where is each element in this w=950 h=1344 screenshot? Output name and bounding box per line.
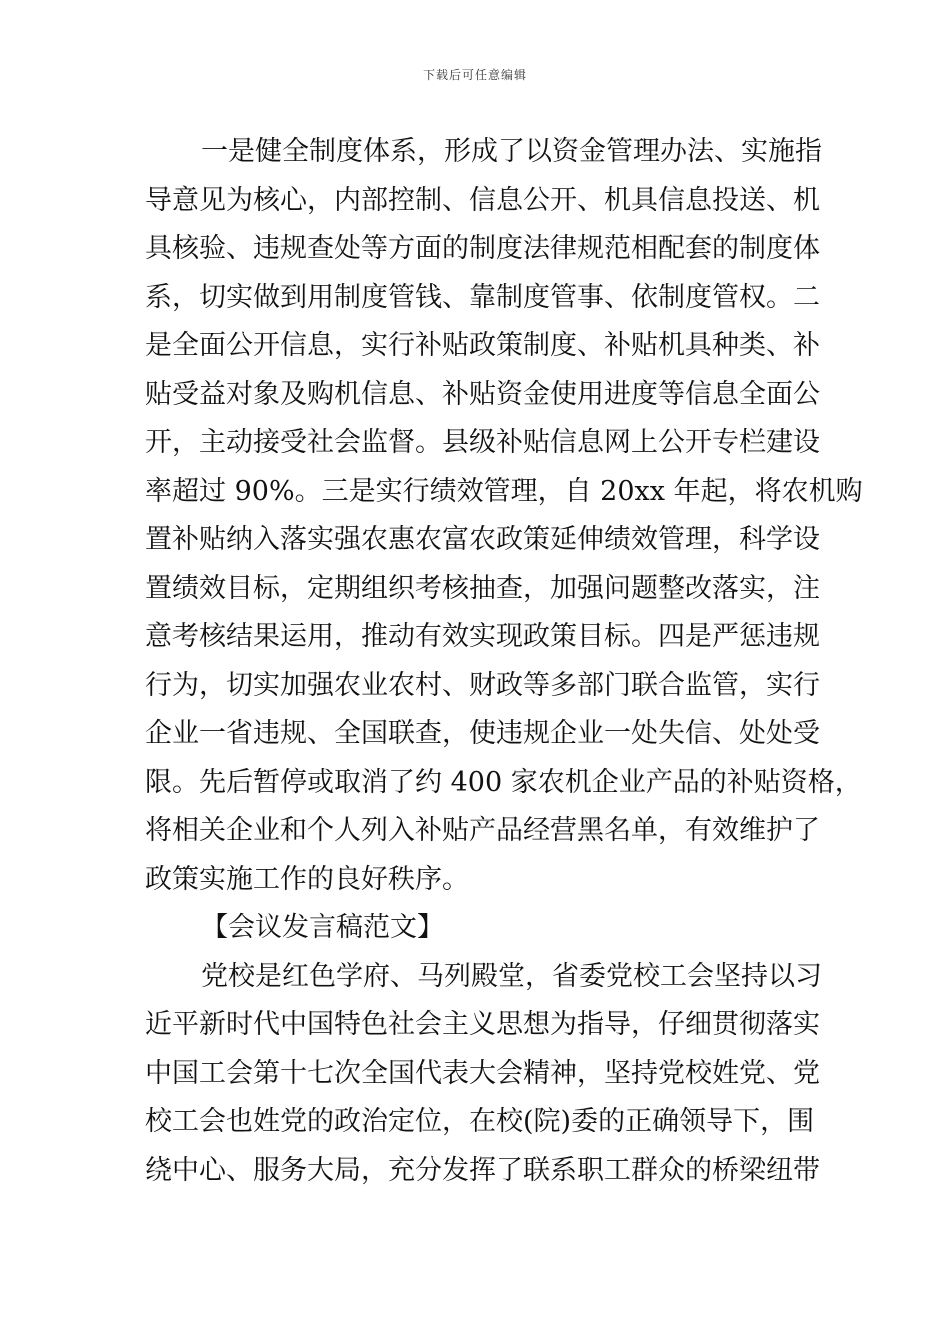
- paragraph-line: 置绩效目标，定期组织考核抽查，加强问题整改落实，注: [145, 572, 820, 604]
- paragraph-line: 党校是红色学府、马列殿堂，省委党校工会坚持以习: [201, 960, 822, 992]
- paragraph-line: 一是健全制度体系，形成了以资金管理办法、实施指: [201, 136, 822, 167]
- section-heading: 【会议发言稿范文】: [201, 912, 444, 943]
- paragraph-line: 近平新时代中国特色社会主义思想为指导，仔细贯彻落实: [145, 1009, 820, 1040]
- body-text: [145, 128, 863, 1195]
- paragraph-line: 导意见为核心，内部控制、信息公开、机具信息投送、机: [145, 184, 820, 216]
- paragraph-line: 置补贴纳入落实强农惠农富农政策延伸绩效管理，科学设: [145, 524, 820, 555]
- header-note: 下载后可任意编辑: [422, 68, 527, 82]
- paragraph-line: 政策实施工作的良好秩序。: [145, 863, 469, 895]
- paragraph-line: 中国工会第十七次全国代表大会精神，坚持党校姓党、党: [145, 1057, 820, 1089]
- paragraph-line: 具核验、违规查处等方面的制度法律规范相配套的制度体: [145, 233, 820, 264]
- paragraph-line: 意考核结果运用，推动有效实现政策目标。四是严惩违规: [145, 621, 820, 652]
- paragraph-line: 率超过 90%。三是实行绩效管理，自 20xx 年起，将农机购: [145, 475, 863, 507]
- paragraph-line: 行为，切实加强农业农村、财政等多部门联合监管，实行: [145, 669, 820, 701]
- paragraph-line: 系，切实做到用制度管钱、靠制度管事、依制度管权。二: [145, 281, 820, 313]
- paragraph-line: 校工会也姓党的政治定位，在校(院)委的正确领导下，围: [145, 1106, 815, 1137]
- paragraph-line: 绕中心、服务大局，充分发挥了联系职工群众的桥梁纽带: [145, 1154, 820, 1186]
- paragraph-line: 是全面公开信息，实行补贴政策制度、补贴机具种类、补: [145, 330, 820, 361]
- paragraph-line: 将相关企业和个人列入补贴产品经营黑名单，有效维护了: [145, 815, 820, 846]
- paragraph-line: 限。先后暂停或取消了约 400 家农机企业产品的补贴资格，: [145, 766, 862, 798]
- paragraph-line: 贴受益对象及购机信息、补贴资金使用进度等信息全面公: [145, 378, 820, 410]
- paragraph-line: 企业一省违规、全国联查，使违规企业一处失信、处处受: [145, 718, 820, 749]
- paragraph-line: 开，主动接受社会监督。县级补贴信息网上公开专栏建设: [145, 427, 820, 458]
